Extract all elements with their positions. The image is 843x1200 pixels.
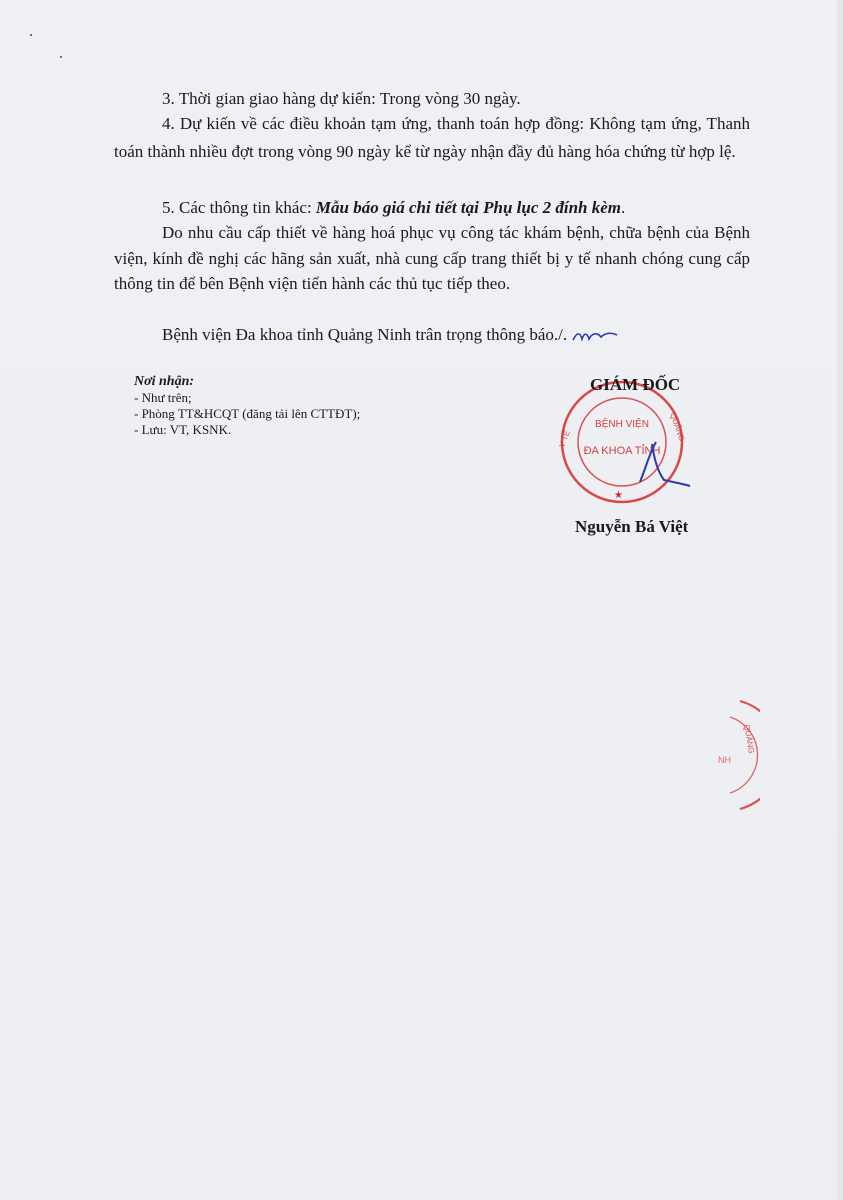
paragraph-delivery-time: 3. Thời gian giao hàng dự kiến: Trong vòng 30 ngày. [162,89,521,108]
scan-speck [30,34,32,36]
recipient-item: - Như trên; [134,390,192,405]
seal-ring-right: QUẢNG [668,411,687,443]
other-info-emphasis: Mẫu báo giá chi tiết tại Phụ lục 2 đính kèm [315,198,622,217]
body-text [114,195,750,221]
recipients-block [134,374,360,438]
other-info-label: 5. Các thông tin khác: [162,198,316,217]
seal-ring-left: Y TẾ [557,429,572,449]
closing-text: Bệnh viện Đa khoa tỉnh Quảng Ninh trân trọng thông báo./. [162,325,568,344]
recipient-item: - Phòng TT&HCQT (đăng tải lên CTTĐT); [134,406,361,421]
body-text [114,86,750,112]
partial-seal [700,695,760,815]
body-text [114,220,750,297]
partial-seal-text: NH [718,755,731,765]
paragraph-other-info [114,195,750,221]
seal-star-icon: ★ [614,490,623,501]
paragraph-request: Do nhu cầu cấp thiết về hàng hoá phục vụ công tác khám bệnh, chữa bệnh của Bệnh viện, kính đề nghị các hãng sản xuất, nhà cung cấp trang thiết bị y tế nhanh chóng cung cấp thông tin để bên Bệnh viện tiến hành các thủ tục tiếp theo. [114,223,750,293]
scan-speck [60,56,62,58]
paragraph-closing [114,322,750,348]
body-text [114,110,750,166]
seal-line-1: BỆNH VIỆN [595,419,649,430]
body-text [114,322,750,348]
seal-line-2: ĐA KHOA TỈNH [583,445,661,457]
signatory-title: GIÁM ĐỐC [590,375,681,394]
signatory-name: Nguyễn Bá Việt [575,517,689,536]
partial-seal-ring: QUẢNG [742,723,756,755]
recipient-item: - Lưu: VT, KSNK. [134,422,232,437]
other-info-suffix: . [621,198,626,217]
initial-mark-icon [571,329,619,343]
recipients-title: Nơi nhận: [134,374,195,389]
page-edge [837,0,843,1200]
paragraph-payment-terms: 4. Dự kiến về các điều khoản tạm ứng, thanh toán hợp đồng: Không tạm ứng, Thanh toán thành nhiều đợt trong vòng 90 ngày kể từ ngày nhận đầy đủ hàng hóa chứng từ hợp lệ. [114,114,750,161]
